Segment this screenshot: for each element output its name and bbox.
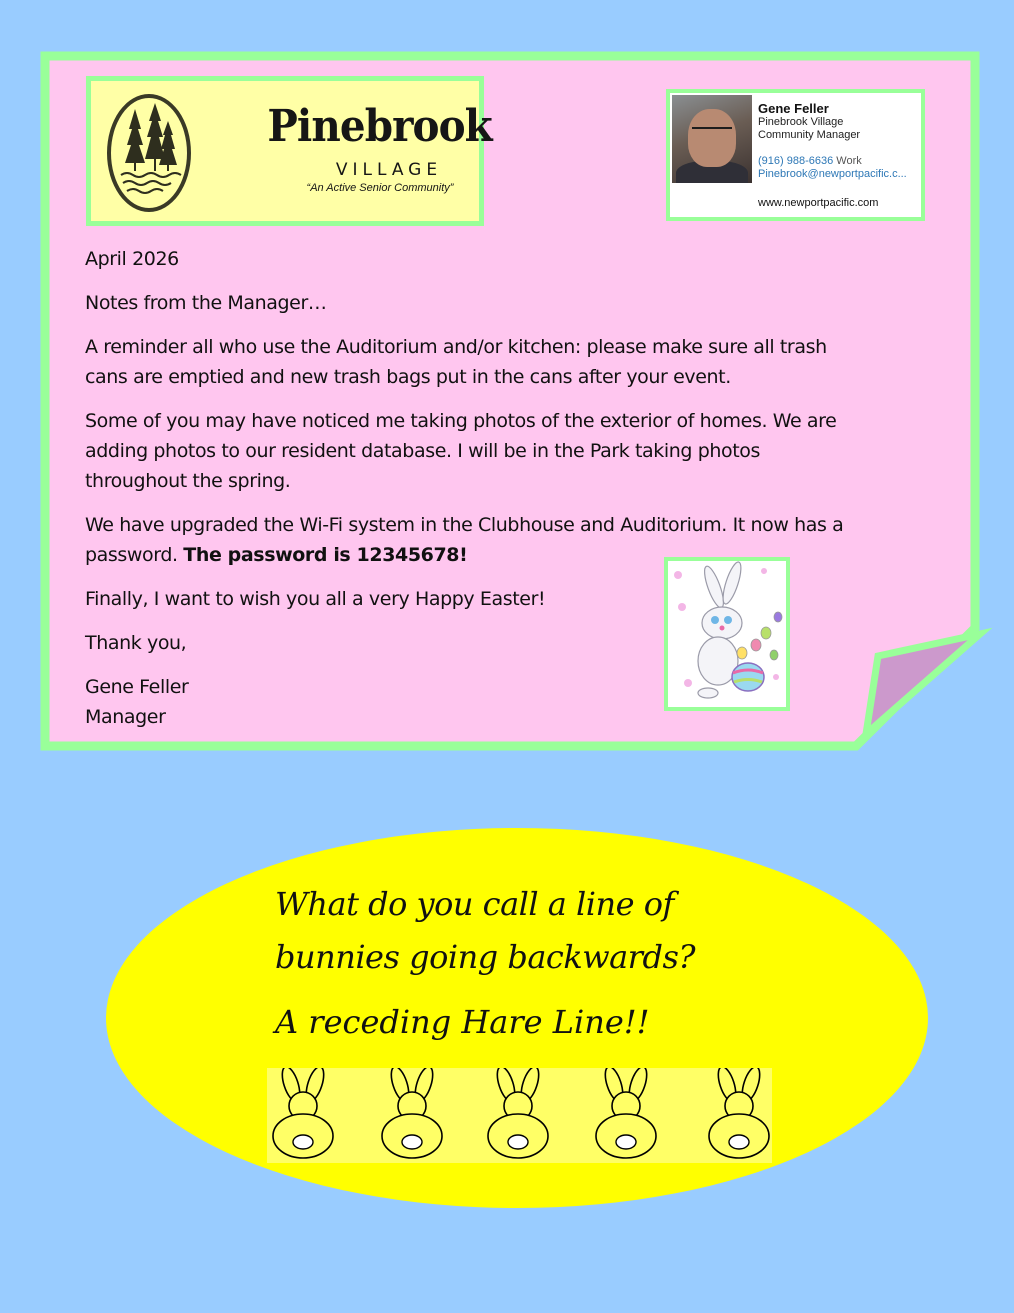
bunny-row-icons	[267, 1068, 772, 1163]
letter-closing: Thank you,	[85, 632, 187, 654]
letter-paragraph-photos: Some of you may have noticed me taking photos of the exterior of homes. We are adding photos to our resident database. I will be in the Park taking photos throughout the spring.	[85, 410, 837, 492]
logo-tagline: “An Active Senior Community”	[306, 182, 454, 194]
logo-subname: VILLAGE	[335, 160, 443, 180]
signature-title: Manager	[85, 706, 166, 728]
bunny-icon-3	[488, 1068, 548, 1158]
contact-card	[666, 89, 925, 221]
joke-answer-prefix: A receding	[275, 1003, 462, 1041]
card-website-link[interactable]: www.newportpacific.com	[758, 197, 879, 209]
signature-name: Gene Feller	[85, 676, 189, 698]
bunny-line	[267, 1068, 772, 1163]
easter-bunny-image	[664, 557, 790, 711]
bunny-icon-2	[382, 1068, 442, 1158]
bunny-icon-4	[596, 1068, 656, 1158]
letter-date: April 2026	[85, 248, 179, 270]
letter-paragraph-easter: Finally, I want to wish you all a very Happy Easter!	[85, 588, 546, 610]
logo-name: Pinebrook	[267, 101, 492, 152]
wifi-text: We have upgraded the Wi-Fi system in the Clubhouse and Auditorium. It now has a password.	[85, 514, 844, 566]
card-phone[interactable]: (916) 988-6636	[758, 155, 834, 167]
bunny-icon-1	[273, 1068, 333, 1158]
card-email-link[interactable]: Pinebrook@newportpacific.c...	[758, 168, 907, 180]
card-title: Community Manager	[758, 129, 861, 141]
joke-question-line-2: bunnies going backwards?	[275, 938, 696, 976]
joke-answer-emphasis: Hare Line	[461, 1003, 624, 1041]
joke-question-line-1: What do you call a line of	[275, 885, 674, 923]
card-name: Gene Feller	[758, 101, 829, 116]
joke-answer	[275, 1000, 795, 1044]
pine-trees-icon	[115, 101, 183, 205]
bunny-icon-5	[709, 1068, 769, 1158]
easter-bunny-icon	[668, 561, 786, 707]
joke-answer-suffix: !!	[623, 1003, 650, 1041]
manager-photo	[672, 95, 752, 183]
card-phone-label: Work	[836, 155, 862, 167]
card-org: Pinebrook Village	[758, 116, 844, 128]
letter-paragraph-trash: A reminder all who use the Auditorium and/or kitchen: please make sure all trash cans are emptied and new trash bags put in the cans after your event.	[85, 336, 827, 388]
pinebrook-logo	[86, 76, 492, 226]
letter-heading: Notes from the Manager…	[85, 292, 327, 314]
joke-question	[275, 878, 795, 984]
password-note: The password is 12345678!	[183, 544, 468, 566]
